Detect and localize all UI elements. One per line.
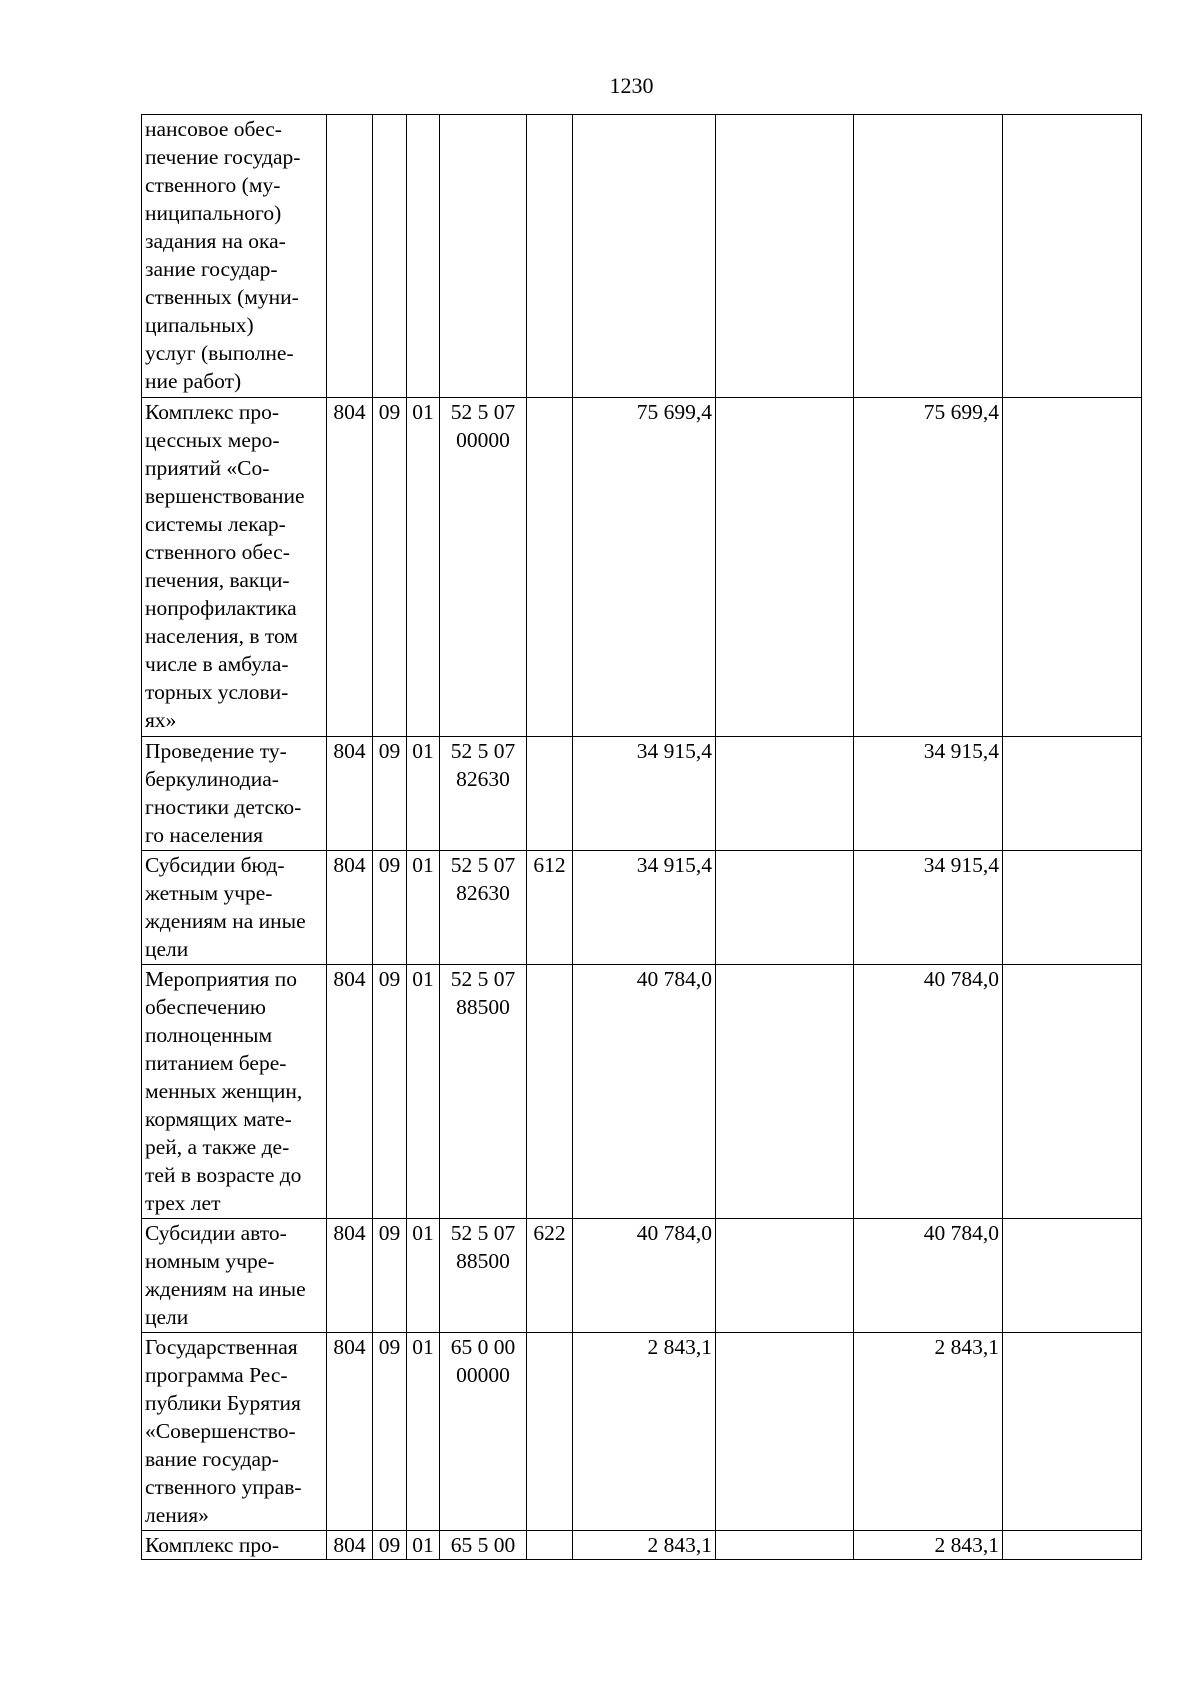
table-row (142, 1531, 1142, 1560)
total-amount: 40 784,0 (573, 965, 716, 1219)
amount-col-7 (716, 737, 854, 851)
target-article-code: 52 5 07 88500 (440, 965, 527, 1219)
total-amount: 40 784,0 (573, 1219, 716, 1333)
amount-col-9 (1003, 1333, 1142, 1531)
subsection-code: 01 (407, 398, 440, 737)
amount-col-9 (1003, 1531, 1142, 1560)
table-row (142, 1333, 1142, 1531)
table-row (142, 115, 1142, 398)
table-row (142, 398, 1142, 737)
amount-col-9 (1003, 115, 1142, 398)
expense-type-code (527, 737, 573, 851)
ved-code: 804 (327, 1333, 373, 1531)
amount-col-8: 2 843,1 (854, 1333, 1003, 1531)
amount-col-9 (1003, 398, 1142, 737)
table-row (142, 965, 1142, 1219)
expense-type-code (527, 965, 573, 1219)
total-amount: 2 843,1 (573, 1333, 716, 1531)
amount-col-7 (716, 115, 854, 398)
target-article-code: 52 5 07 88500 (440, 1219, 527, 1333)
section-code: 09 (373, 1531, 407, 1560)
row-name: Субсидии бюд- жетным учре- ждениям на иные цели (142, 851, 327, 965)
section-code: 09 (373, 965, 407, 1219)
subsection-code: 01 (407, 965, 440, 1219)
row-name: Государственная программа Рес- публики Бурятия «Совершенство- вание государ- ственного управ- ления» (142, 1333, 327, 1531)
target-article-code (440, 115, 527, 398)
amount-col-9 (1003, 1219, 1142, 1333)
amount-col-8: 75 699,4 (854, 398, 1003, 737)
amount-col-9 (1003, 965, 1142, 1219)
total-amount: 75 699,4 (573, 398, 716, 737)
target-article-code: 52 5 07 00000 (440, 398, 527, 737)
section-code: 09 (373, 398, 407, 737)
expense-type-code (527, 1531, 573, 1560)
target-article-code: 65 5 00 (440, 1531, 527, 1560)
expense-type-code (527, 398, 573, 737)
section-code: 09 (373, 1333, 407, 1531)
total-amount: 34 915,4 (573, 737, 716, 851)
expense-type-code: 612 (527, 851, 573, 965)
amount-col-9 (1003, 851, 1142, 965)
subsection-code: 01 (407, 1219, 440, 1333)
subsection-code: 01 (407, 1531, 440, 1560)
row-name: Проведение ту- беркулинодиа- гностики детско- го населения (142, 737, 327, 851)
expense-type-code (527, 1333, 573, 1531)
target-article-code: 65 0 00 00000 (440, 1333, 527, 1531)
amount-col-8: 34 915,4 (854, 737, 1003, 851)
section-code: 09 (373, 1219, 407, 1333)
ved-code: 804 (327, 851, 373, 965)
amount-col-7 (716, 851, 854, 965)
target-article-code: 52 5 07 82630 (440, 737, 527, 851)
amount-col-8: 40 784,0 (854, 965, 1003, 1219)
table-row (142, 851, 1142, 965)
ved-code: 804 (327, 1219, 373, 1333)
table-row (142, 737, 1142, 851)
amount-col-7 (716, 398, 854, 737)
row-name: нансовое обес- печение государ- ственного (му- ниципального) задания на ока- зание государ- ственных (муни- ципальных) услуг (выполне- ние работ) (142, 115, 327, 398)
expense-type-code: 622 (527, 1219, 573, 1333)
ved-code: 804 (327, 965, 373, 1219)
subsection-code: 01 (407, 737, 440, 851)
ved-code (327, 115, 373, 398)
section-code: 09 (373, 851, 407, 965)
amount-col-8: 34 915,4 (854, 851, 1003, 965)
total-amount: 34 915,4 (573, 851, 716, 965)
row-name: Мероприятия по обеспечению полноценным питанием бере- менных женщин, кормящих мате- рей, а также де- тей в возрасте до трех лет (142, 965, 327, 1219)
subsection-code: 01 (407, 1333, 440, 1531)
subsection-code (407, 115, 440, 398)
amount-col-7 (716, 1219, 854, 1333)
section-code: 09 (373, 737, 407, 851)
expense-type-code (527, 115, 573, 398)
ved-code: 804 (327, 1531, 373, 1560)
row-name: Комплекс про- цессных меро- приятий «Со- вершенствование системы лекар- ственного обес- печения, вакци- нопрофилактика населения, в том числе в амбула- торных услови- ях» (142, 398, 327, 737)
ved-code: 804 (327, 398, 373, 737)
target-article-code: 52 5 07 82630 (440, 851, 527, 965)
amount-col-9 (1003, 737, 1142, 851)
amount-col-7 (716, 1333, 854, 1531)
ved-code: 804 (327, 737, 373, 851)
total-amount (573, 115, 716, 398)
row-name: Комплекс про- (142, 1531, 327, 1560)
page-number: 1230 (609, 73, 654, 98)
amount-col-8 (854, 115, 1003, 398)
amount-col-8: 2 843,1 (854, 1531, 1003, 1560)
amount-col-7 (716, 1531, 854, 1560)
section-code (373, 115, 407, 398)
amount-col-8: 40 784,0 (854, 1219, 1003, 1333)
subsection-code: 01 (407, 851, 440, 965)
table-row (142, 1219, 1142, 1333)
row-name: Субсидии авто- номным учре- ждениям на иные цели (142, 1219, 327, 1333)
amount-col-7 (716, 965, 854, 1219)
total-amount: 2 843,1 (573, 1531, 716, 1560)
budget-table (141, 114, 1142, 1560)
